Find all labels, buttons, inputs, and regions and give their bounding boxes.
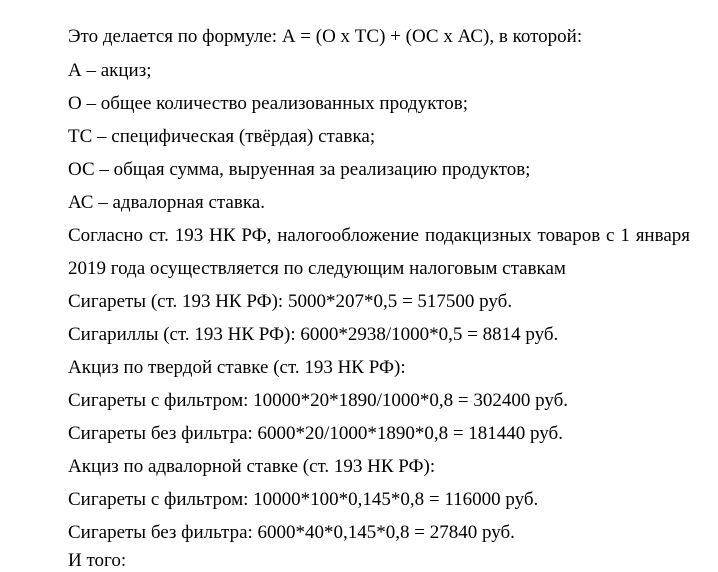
filtered-specific-calculation-line: Сигареты с фильтром: 10000*20*1890/1000*0,8 = 302400 руб. xyxy=(68,390,569,411)
specific-rate-heading-line: Акциз по твердой ставке (ст. 193 НК РФ): xyxy=(68,357,406,378)
definition-oc-line: ОС – общая сумма, выруенная за реализацию продуктов; xyxy=(68,159,531,180)
cigarettes-calculation-line: Сигареты (ст. 193 НК РФ): 5000*207*0,5 = 517500 руб. xyxy=(68,291,513,312)
total-label-line: И того: xyxy=(68,550,127,571)
formula-intro-line: Это делается по формуле: А = (О х ТС) + (ОС х АС), в которой: xyxy=(68,26,583,47)
paragraph-line-1: Согласно ст. 193 НК РФ, налогообложение подакцизных товаров с 1 января xyxy=(68,225,690,246)
filtered-ad-valorem-calculation-line: Сигареты с фильтром: 10000*100*0,145*0,8 = 116000 руб. xyxy=(68,489,539,510)
ad-valorem-heading-line: Акциз по адвалорной ставке (ст. 193 НК РФ): xyxy=(68,456,436,477)
definition-tc-line: ТС – специфическая (твёрдая) ставка; xyxy=(68,126,376,147)
definition-ac-line: АС – адвалорная ставка. xyxy=(68,192,265,213)
unfiltered-ad-valorem-calculation-line: Сигареты без фильтра: 6000*40*0,145*0,8 = 27840 руб. xyxy=(68,522,515,543)
paragraph-line-2: 2019 года осуществляется по следующим налоговым ставкам xyxy=(68,258,566,279)
definition-o-line: О – общее количество реализованных продуктов; xyxy=(68,93,468,114)
definition-a-line: А – акциз; xyxy=(68,60,152,81)
cigarillos-calculation-line: Сигариллы (ст. 193 НК РФ): 6000*2938/1000*0,5 = 8814 руб. xyxy=(68,324,559,345)
unfiltered-specific-calculation-line: Сигареты без фильтра: 6000*20/1000*1890*0,8 = 181440 руб. xyxy=(68,423,563,444)
